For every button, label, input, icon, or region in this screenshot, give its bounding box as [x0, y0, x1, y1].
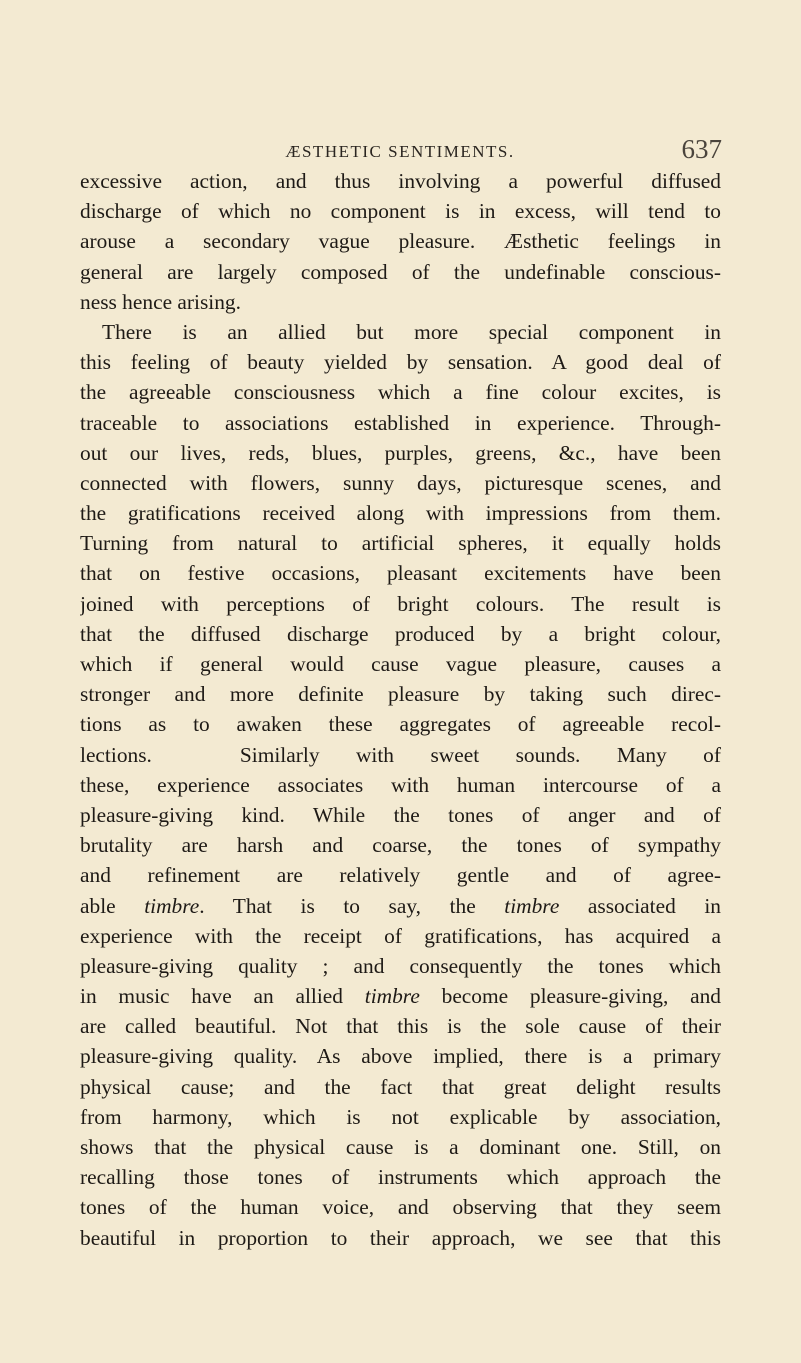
text-line: There is an allied but more special component in	[102, 319, 721, 344]
text-line: this feeling of beauty yielded by sensation. A good deal of	[80, 350, 721, 375]
text-segment: in music have an allied	[80, 984, 365, 1009]
text-line: shows that the physical cause is a dominant one. Still, on	[80, 1135, 721, 1159]
text-line: pleasure-giving quality. As above implied, there is a primary	[80, 1044, 721, 1069]
text-line: excessive action, and thus involving a powerful diffused	[80, 169, 721, 193]
text-segment: lections.	[80, 742, 152, 767]
text-line: that the diffused discharge produced by a bright colour,	[80, 621, 721, 646]
text-line	[80, 981, 721, 1011]
italic-word: timbre	[364, 984, 420, 1009]
text-line: arouse a secondary vague pleasure. Æsthetic feelings in	[80, 229, 721, 254]
text-line: general are largely composed of the undefinable conscious-	[80, 259, 721, 284]
running-title: ÆSTHETIC SENTIMENTS.	[285, 142, 515, 161]
text-line: pleasure-giving quality ; and consequently the tones which	[80, 953, 721, 978]
text-segment: Similarly with sweet sounds. Many of	[239, 742, 721, 767]
text-line: that on festive occasions, pleasant excitements have been	[80, 561, 721, 586]
running-head	[80, 134, 722, 166]
text-line	[80, 740, 721, 770]
text-line: brutality are harsh and coarse, the tones of sympathy	[80, 833, 721, 858]
text-line: Turning from natural to artificial spheres, it equally holds	[80, 531, 721, 556]
text-line: are called beautiful. Not that this is the sole cause of their	[80, 1014, 721, 1039]
text-segment: become pleasure-giving, and	[419, 984, 721, 1009]
body-text	[80, 166, 721, 1253]
text-line: connected with flowers, sunny days, picturesque scenes, and	[80, 470, 721, 495]
text-line: beautiful in proportion to their approach, we see that this	[80, 1225, 721, 1250]
text-line: tones of the human voice, and observing that they seem	[80, 1195, 721, 1220]
text-line: out our lives, reds, blues, purples, greens, &c., have been	[80, 440, 721, 465]
italic-word: timbre	[144, 893, 200, 918]
text-segment: associated in	[559, 893, 721, 918]
text-line: which if general would cause vague pleasure, causes a	[80, 652, 721, 676]
text-line: physical cause; and the fact that great delight results	[80, 1074, 721, 1099]
text-line: these, experience associates with human intercourse of a	[80, 772, 721, 797]
text-line: tions as to awaken these aggregates of agreeable recol-	[80, 712, 721, 737]
text-line: discharge of which no component is in excess, will tend to	[80, 199, 721, 224]
text-line	[80, 891, 721, 921]
text-line: joined with perceptions of bright colours. The result is	[80, 591, 721, 616]
text-line: experience with the receipt of gratifications, has acquired a	[80, 923, 721, 948]
text-line: stronger and more definite pleasure by taking such direc-	[80, 682, 721, 707]
text-line: and refinement are relatively gentle and of agree-	[80, 863, 721, 888]
text-line: pleasure-giving kind. While the tones of anger and of	[80, 802, 721, 827]
page-number: 637	[681, 134, 722, 164]
text-line: recalling those tones of instruments which approach the	[80, 1165, 721, 1190]
text-segment: able	[80, 893, 145, 918]
text-line: traceable to associations established in experience. Through-	[80, 410, 721, 435]
text-segment: . That is to say, the	[199, 893, 505, 918]
text-line: from harmony, which is not explicable by association,	[80, 1104, 721, 1129]
text-line: ness hence arising.	[80, 289, 241, 314]
italic-word: timbre	[504, 893, 560, 918]
text-line: the agreeable consciousness which a fine colour excites, is	[80, 380, 721, 405]
text-line: the gratifications received along with impressions from them.	[80, 501, 721, 526]
